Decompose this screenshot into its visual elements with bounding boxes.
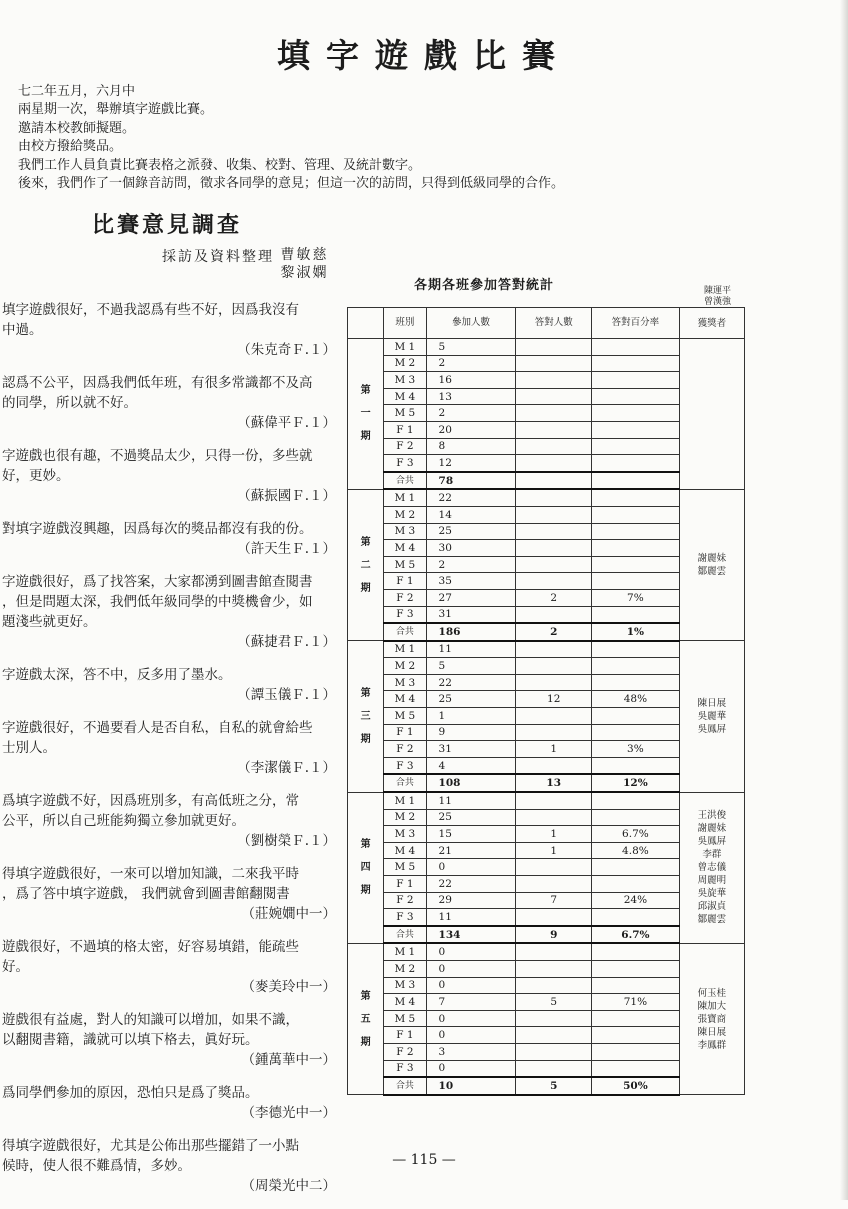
participants-cell: 11: [426, 909, 516, 926]
percent-cell: [591, 724, 679, 741]
percent-cell: [591, 489, 679, 506]
percent-cell: [591, 1060, 679, 1077]
page-title: 填字遊戲比賽: [277, 36, 571, 75]
participants-cell: 22: [426, 674, 516, 691]
correct-cell: [516, 388, 591, 405]
survey-comment: [0, 519, 342, 559]
class-cell: M 1: [384, 641, 426, 658]
comment-text: 字遊戲太深，答不中，反多用了墨水。: [2, 667, 232, 683]
percent-cell: [591, 658, 679, 675]
percent-cell: [591, 977, 679, 994]
survey-comment: [0, 1083, 342, 1123]
comment-text: 爲填字遊戲不好，因爲班別多，有高低班之分，常: [2, 793, 299, 809]
participants-cell: 11: [426, 641, 516, 658]
comment-author: （劉樹榮Ｆ.１）: [237, 833, 336, 849]
correct-cell: [516, 1043, 591, 1060]
winners-cell: 何玉桂 陳加大 張寶商 陳日展 李鳳群: [679, 943, 744, 1094]
participants-cell: 27: [426, 589, 516, 606]
class-cell: F 3: [384, 1060, 426, 1077]
percent-cell: 4.8%: [591, 842, 679, 859]
comment-text: 字遊戲很好，不過要看人是否自私，自私的就會給些: [2, 720, 313, 736]
class-cell: M 3: [384, 372, 426, 389]
period-label: 第 五 期: [348, 943, 384, 1094]
header-cell: 答對人數: [516, 308, 591, 339]
total-percent: 1%: [591, 623, 679, 641]
class-cell: F 1: [384, 573, 426, 590]
comment-text: 得填字遊戲很好，尤其是公佈出那些擺錯了一小點: [2, 1138, 299, 1154]
comment-text: 對填字遊戲沒興趣，因爲每次的獎品都沒有我的份。: [2, 521, 313, 537]
comment-author: （許天生Ｆ.１）: [237, 541, 336, 557]
class-cell: F 2: [384, 438, 426, 455]
participants-cell: 7: [426, 994, 516, 1011]
correct-cell: 2: [516, 589, 591, 606]
header-period-cell: [348, 308, 384, 339]
class-cell: M 5: [384, 556, 426, 573]
participants-cell: 35: [426, 573, 516, 590]
class-cell: M 3: [384, 674, 426, 691]
class-cell: F 3: [384, 909, 426, 926]
correct-cell: [516, 489, 591, 506]
class-cell: M 2: [384, 658, 426, 675]
header-cell: 參加人數: [426, 308, 516, 339]
comment-author: （蘇偉平Ｆ.１）: [237, 415, 336, 431]
total-correct: 9: [516, 926, 591, 944]
survey-title: 比賽意見調查: [92, 213, 243, 238]
total-label: 合共: [384, 472, 426, 490]
participants-cell: 5: [426, 658, 516, 675]
comment-author: （譚玉儀Ｆ.１）: [237, 687, 336, 703]
participants-cell: 8: [426, 438, 516, 455]
correct-cell: [516, 438, 591, 455]
table-row: [348, 943, 745, 960]
participants-cell: 22: [426, 876, 516, 893]
correct-cell: [516, 909, 591, 926]
comment-text: 字遊戲很好，爲了找答案，大家都湧到圖書館查閱書: [2, 574, 313, 590]
total-participants: 186: [426, 623, 516, 641]
correct-cell: [516, 792, 591, 809]
class-cell: M 5: [384, 1010, 426, 1027]
participants-cell: 0: [426, 1010, 516, 1027]
total-participants: 10: [426, 1077, 516, 1095]
total-label: 合共: [384, 623, 426, 641]
percent-cell: 3%: [591, 741, 679, 758]
class-cell: M 4: [384, 540, 426, 557]
participants-cell: 11: [426, 792, 516, 809]
percent-cell: [591, 405, 679, 422]
signer-name: 陳運平: [704, 286, 732, 296]
participants-cell: 15: [426, 826, 516, 843]
correct-cell: [516, 859, 591, 876]
correct-cell: [516, 641, 591, 658]
table-signers: [704, 286, 731, 308]
percent-cell: 6.7%: [591, 826, 679, 843]
comment-text: 得填字遊戲很好，一來可以增加知識，二來我平時: [2, 866, 299, 882]
participants-cell: 25: [426, 691, 516, 708]
participants-cell: 14: [426, 506, 516, 523]
participants-cell: 4: [426, 757, 516, 774]
survey-comment: [0, 791, 342, 851]
correct-cell: 12: [516, 691, 591, 708]
survey-comment: [0, 718, 342, 778]
header-cell: 答對百分率: [591, 308, 679, 339]
intro-paragraph: [18, 83, 718, 193]
participants-cell: 3: [426, 1043, 516, 1060]
correct-cell: [516, 658, 591, 675]
correct-cell: 1: [516, 826, 591, 843]
survey-comment: [0, 864, 342, 924]
correct-cell: [516, 977, 591, 994]
correct-cell: 1: [516, 741, 591, 758]
correct-cell: [516, 455, 591, 472]
intro-line: 我們工作人員負責比賽表格之派發、收集、校對、管理、及統計數字。: [18, 157, 422, 173]
class-cell: M 3: [384, 977, 426, 994]
class-cell: M 5: [384, 405, 426, 422]
correct-cell: [516, 943, 591, 960]
participants-cell: 0: [426, 943, 516, 960]
table-header-row: [348, 308, 745, 339]
percent-cell: [591, 556, 679, 573]
class-cell: M 2: [384, 960, 426, 977]
total-participants: 134: [426, 926, 516, 944]
correct-cell: [516, 606, 591, 623]
class-cell: F 3: [384, 455, 426, 472]
class-cell: M 1: [384, 792, 426, 809]
correct-cell: [516, 1060, 591, 1077]
correct-cell: [516, 708, 591, 725]
correct-cell: 7: [516, 892, 591, 909]
survey-comment: [0, 665, 342, 705]
total-participants: 108: [426, 774, 516, 792]
page-number: — 115 —: [392, 1152, 456, 1168]
percent-cell: [591, 876, 679, 893]
percent-cell: [591, 909, 679, 926]
participants-cell: 31: [426, 606, 516, 623]
table-row: [348, 489, 745, 506]
comment-text: 好。: [2, 959, 29, 975]
class-cell: F 2: [384, 741, 426, 758]
comment-author: （李潔儀Ｆ.１）: [237, 760, 336, 776]
survey-comment: [0, 300, 342, 360]
percent-cell: 71%: [591, 994, 679, 1011]
comment-text: 爲同學們參加的原因，恐怕只是爲了獎品。: [2, 1085, 259, 1101]
class-cell: M 4: [384, 691, 426, 708]
class-cell: F 3: [384, 757, 426, 774]
winners-cell: 謝麗妹 鄒麗雲: [679, 489, 744, 640]
participants-cell: 0: [426, 1060, 516, 1077]
percent-cell: [591, 943, 679, 960]
intro-line: 由校方撥給獎品。: [18, 139, 123, 155]
winners-cell: 陳日展 吳麗華 吳鳳屏: [679, 641, 744, 792]
correct-cell: [516, 573, 591, 590]
participants-cell: 30: [426, 540, 516, 557]
comment-text: 士別人。: [2, 740, 56, 756]
participants-cell: 22: [426, 489, 516, 506]
page-edge: [840, 0, 848, 1200]
comment-author: （李德光中一）: [241, 1105, 336, 1121]
total-correct: 2: [516, 623, 591, 641]
signer-name: 曾漢強: [704, 297, 732, 307]
correct-cell: [516, 960, 591, 977]
winners-cell: 王洪俊 謝麗妹 吳鳳屏 李群 曾志儀 周麗明 吳旋華 邱淑貞 鄒麗雲: [679, 792, 744, 943]
comment-text: 好，更妙。: [2, 468, 70, 484]
correct-cell: 5: [516, 994, 591, 1011]
comment-author: （鍾萬華中一）: [241, 1052, 336, 1068]
comment-text: 公平，所以自己班能夠獨立參加就更好。: [2, 813, 245, 829]
comment-text: ，爲了答中填字遊戲， 我們就會到圖書館翻閱書: [2, 886, 290, 902]
comment-author: （蘇振國Ｆ.１）: [237, 488, 336, 504]
total-percent: 12%: [591, 774, 679, 792]
comment-text: 字遊戲也很有趣，不過獎品太少，只得一份，多些就: [2, 448, 313, 464]
percent-cell: 24%: [591, 892, 679, 909]
total-percent: [591, 472, 679, 490]
participants-cell: 12: [426, 455, 516, 472]
correct-cell: [516, 506, 591, 523]
total-correct: 13: [516, 774, 591, 792]
comment-author: （莊婉嫺中一）: [241, 906, 336, 922]
winners-cell: [679, 339, 744, 490]
percent-cell: [591, 1010, 679, 1027]
participants-cell: 31: [426, 741, 516, 758]
correct-cell: [516, 540, 591, 557]
correct-cell: [516, 809, 591, 826]
survey-comment: [0, 937, 342, 997]
intro-line: 七二年五月，六月中: [18, 84, 136, 99]
participants-cell: 20: [426, 421, 516, 438]
percent-cell: [591, 540, 679, 557]
participants-cell: 9: [426, 724, 516, 741]
correct-cell: [516, 1027, 591, 1044]
participants-cell: 1: [426, 708, 516, 725]
credit-name: 曹敏慈: [280, 247, 329, 263]
period-label: 第 四 期: [348, 792, 384, 943]
correct-cell: [516, 876, 591, 893]
class-cell: M 5: [384, 859, 426, 876]
total-correct: [516, 472, 591, 490]
participants-cell: 2: [426, 405, 516, 422]
percent-cell: [591, 372, 679, 389]
class-cell: F 1: [384, 724, 426, 741]
survey-comment: [0, 446, 342, 506]
period-label: 第 三 期: [348, 641, 384, 792]
intro-line: 後來，我們作了一個錄音訪問，徵求各同學的意見；但這一次的訪問，只得到低級同學的合作。: [18, 176, 565, 192]
total-label: 合共: [384, 926, 426, 944]
comment-text: ，但是問題太深，我們低年級同學的中獎機會少，如: [2, 594, 313, 610]
participants-cell: 0: [426, 977, 516, 994]
percent-cell: [591, 809, 679, 826]
class-cell: M 3: [384, 826, 426, 843]
correct-cell: [516, 355, 591, 372]
correct-cell: [516, 523, 591, 540]
participants-cell: 2: [426, 355, 516, 372]
comment-text: 中過。: [2, 322, 43, 338]
period-label: 第 一 期: [348, 339, 384, 490]
header-cell: 獲獎者: [679, 308, 744, 339]
comment-text: 遊戲很好，不過填的格太密，好容易填錯，能疏些: [2, 939, 299, 955]
table-row: [348, 339, 745, 356]
percent-cell: [591, 339, 679, 356]
stats-table: [347, 307, 745, 1096]
comment-text: 填字遊戲很好，不過我認爲有些不好，因爲我沒有: [2, 302, 299, 318]
percent-cell: [591, 606, 679, 623]
percent-cell: [591, 1027, 679, 1044]
class-cell: M 1: [384, 943, 426, 960]
comment-author: （周榮光中二）: [241, 1178, 336, 1194]
class-cell: M 5: [384, 708, 426, 725]
percent-cell: [591, 960, 679, 977]
percent-cell: [591, 674, 679, 691]
percent-cell: 48%: [591, 691, 679, 708]
percent-cell: [591, 708, 679, 725]
participants-cell: 2: [426, 556, 516, 573]
percent-cell: [591, 388, 679, 405]
percent-cell: [591, 455, 679, 472]
total-percent: 6.7%: [591, 926, 679, 944]
class-cell: M 4: [384, 842, 426, 859]
correct-cell: [516, 1010, 591, 1027]
class-cell: M 4: [384, 994, 426, 1011]
percent-cell: [591, 438, 679, 455]
total-participants: 78: [426, 472, 516, 490]
period-label: 第 二 期: [348, 489, 384, 640]
survey-comment: [0, 572, 342, 652]
total-percent: 50%: [591, 1077, 679, 1095]
credit-label: 採訪及資料整理: [162, 249, 274, 265]
class-cell: F 1: [384, 421, 426, 438]
comment-text: 遊戲很有益處，對人的知識可以增加，如果不識，: [2, 1012, 299, 1028]
table-row: [348, 792, 745, 809]
participants-cell: 21: [426, 842, 516, 859]
correct-cell: [516, 724, 591, 741]
percent-cell: [591, 573, 679, 590]
class-cell: M 4: [384, 388, 426, 405]
comment-text: 認爲不公平，因爲我們低年班，有很多常識都不及高: [2, 375, 313, 391]
participants-cell: 13: [426, 388, 516, 405]
class-cell: F 1: [384, 876, 426, 893]
percent-cell: [591, 757, 679, 774]
comment-author: （朱克奇Ｆ.１）: [237, 342, 336, 358]
correct-cell: [516, 674, 591, 691]
comment-text: 候時，使人很不難爲情，多妙。: [2, 1158, 191, 1174]
comment-author: （麥美玲中一）: [241, 979, 336, 995]
correct-cell: [516, 757, 591, 774]
percent-cell: [591, 506, 679, 523]
class-cell: F 3: [384, 606, 426, 623]
table-title: 各期各班參加答對統計: [414, 278, 555, 293]
participants-cell: 25: [426, 523, 516, 540]
header-cell: 班別: [384, 308, 426, 339]
correct-cell: [516, 372, 591, 389]
percent-cell: [591, 523, 679, 540]
survey-comment: [0, 1010, 342, 1070]
percent-cell: [591, 1043, 679, 1060]
comment-author: （蘇捷君Ｆ.１）: [237, 634, 336, 650]
intro-line: 兩星期一次，舉辦填字遊戲比賽。: [18, 102, 214, 118]
correct-cell: [516, 421, 591, 438]
credit-names: [280, 246, 328, 282]
comment-text: 題淺些就更好。: [2, 614, 97, 630]
class-cell: F 2: [384, 892, 426, 909]
intro-line: 邀請本校教師擬題。: [18, 120, 136, 136]
comments-list: [0, 300, 342, 1209]
class-cell: F 2: [384, 589, 426, 606]
survey-credit: [162, 246, 328, 282]
correct-cell: 1: [516, 842, 591, 859]
participants-cell: 0: [426, 859, 516, 876]
percent-cell: [591, 355, 679, 372]
comment-text: 以翻閱書籍，識就可以填下格去，眞好玩。: [2, 1032, 259, 1048]
percent-cell: [591, 641, 679, 658]
table-row: [348, 641, 745, 658]
correct-cell: [516, 339, 591, 356]
total-correct: 5: [516, 1077, 591, 1095]
percent-cell: [591, 792, 679, 809]
class-cell: M 1: [384, 489, 426, 506]
total-label: 合共: [384, 1077, 426, 1095]
class-cell: M 2: [384, 506, 426, 523]
class-cell: M 2: [384, 355, 426, 372]
class-cell: F 1: [384, 1027, 426, 1044]
class-cell: M 3: [384, 523, 426, 540]
participants-cell: 25: [426, 809, 516, 826]
percent-cell: 7%: [591, 589, 679, 606]
total-label: 合共: [384, 774, 426, 792]
class-cell: M 2: [384, 809, 426, 826]
participants-cell: 5: [426, 339, 516, 356]
percent-cell: [591, 859, 679, 876]
percent-cell: [591, 421, 679, 438]
survey-comment: [0, 373, 342, 433]
participants-cell: 0: [426, 1027, 516, 1044]
participants-cell: 29: [426, 892, 516, 909]
class-cell: M 1: [384, 339, 426, 356]
comment-text: 的同學，所以就不好。: [2, 395, 137, 411]
correct-cell: [516, 556, 591, 573]
credit-name: 黎淑嫻: [280, 265, 329, 281]
participants-cell: 16: [426, 372, 516, 389]
participants-cell: 0: [426, 960, 516, 977]
class-cell: F 2: [384, 1043, 426, 1060]
correct-cell: [516, 405, 591, 422]
